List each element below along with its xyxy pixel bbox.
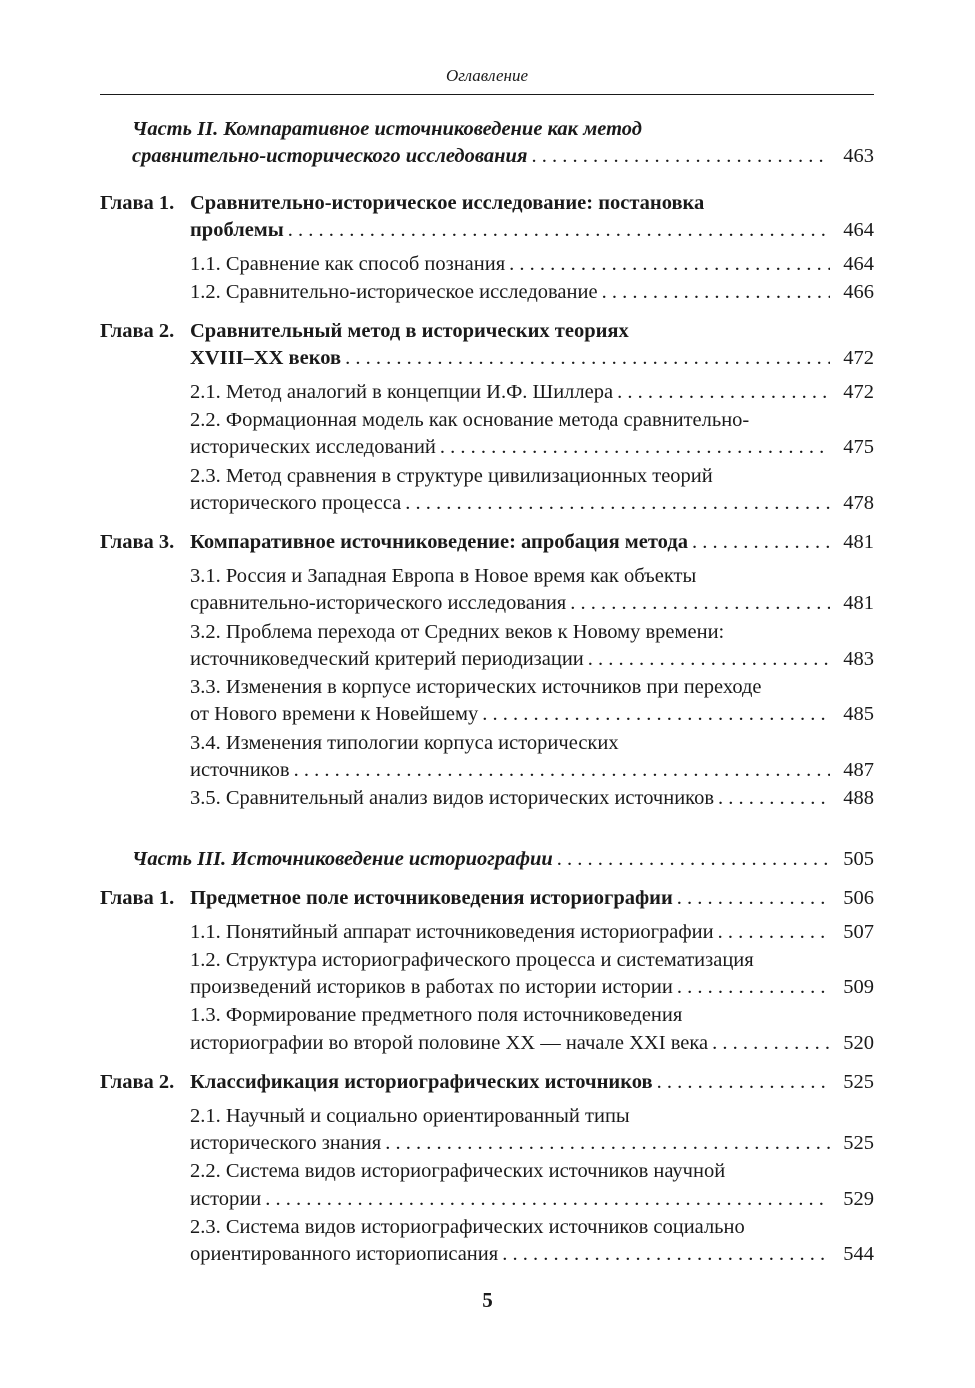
p2c1-s1: 1.1. Сравнение как способ познания . . . 464	[190, 250, 874, 278]
p2c1-s2: 1.2. Сравнительно-историческое исследование . . . 466	[190, 278, 874, 306]
header-rule	[100, 94, 874, 95]
p2c1-title-line2: проблемы . . . 464	[190, 216, 874, 244]
p3c2-s3-line2: ориентированного историописания . . . 544	[190, 1240, 874, 1268]
p3c1-s3-line2: историографии во второй половине XX — начале XXI века . . . 520	[190, 1029, 874, 1057]
p2c3-s1-line2: сравнительно-исторического исследования . . . 481	[190, 589, 874, 617]
p3c2-s2-line2: истории . . . 529	[190, 1185, 874, 1213]
p3c1-s2-line1: 1.2. Структура историографического процесса и систематизация	[190, 949, 754, 971]
p2c2-title-line2: XVIII–XX веков . . . 472	[190, 344, 874, 372]
p3c2-s1-line1: 2.1. Научный и социально ориентированный типы	[190, 1105, 630, 1127]
p2c2-s3-line2: исторического процесса . . . 478	[190, 489, 874, 517]
p3c1-label: Глава 1.	[100, 887, 175, 909]
p2c2-s2-line1: 2.2. Формационная модель как основание метода сравнительно-	[190, 409, 750, 431]
p3c2-label: Глава 2.	[100, 1071, 175, 1093]
part2-title-line1: Часть II. Компаративное источниковедение как метод	[132, 118, 642, 140]
p2c3-label: Глава 3.	[100, 531, 175, 553]
p2c3-s2-line2: источниковедческий критерий периодизации . . . 483	[190, 645, 874, 673]
p2c3-s2-line1: 3.2. Проблема перехода от Средних веков к Новому времени:	[190, 621, 725, 643]
part2-title-line2: сравнительно-исторического исследования . . . 463	[132, 142, 874, 170]
p2c3-s4-line1: 3.4. Изменения типологии корпуса исторических	[190, 732, 619, 754]
p3c1-s2-line2: произведений историков в работах по истории истории . . . 509	[190, 973, 874, 1001]
p3c2-s2-line1: 2.2. Система видов историографических источников научной	[190, 1160, 726, 1182]
p2c1-label: Глава 1.	[100, 192, 175, 214]
p2c2-s1: 2.1. Метод аналогий в концепции И.Ф. Шиллера . . . 472	[190, 378, 874, 406]
p2c3-s4-line2: источников . . . 487	[190, 756, 874, 784]
p3c2-s3-line1: 2.3. Система видов историографических источников социально	[190, 1216, 745, 1238]
p2c3-s3-line1: 3.3. Изменения в корпусе исторических источников при переходе	[190, 676, 762, 698]
p2c3-title: Компаративное источниковедение: апробация метода . . . 481	[190, 528, 874, 556]
p2c1-title-line1: Сравнительно-историческое исследование: постановка	[190, 192, 705, 214]
p3c1-s1: 1.1. Понятийный аппарат источниковедения историографии . . . 507	[190, 918, 874, 946]
p2c2-title-line1: Сравнительный метод в исторических теориях	[190, 320, 629, 342]
part3-title: Часть III. Источниковедение историографии . . . 505	[132, 845, 874, 873]
p3c1-title: Предметное поле источниковедения историографии . . . 506	[190, 884, 874, 912]
p3c1-s3-line1: 1.3. Формирование предметного поля источниковедения	[190, 1004, 683, 1026]
p2c2-label: Глава 2.	[100, 320, 175, 342]
p2c2-s3-line1: 2.3. Метод сравнения в структуре цивилизационных теорий	[190, 465, 713, 487]
page-number: 5	[482, 1288, 493, 1312]
p2c3-s5: 3.5. Сравнительный анализ видов исторических источников . . . 488	[190, 784, 874, 812]
p2c3-s3-line2: от Нового времени к Новейшему . . . 485	[190, 700, 874, 728]
p2c3-s1-line1: 3.1. Россия и Западная Европа в Новое время как объекты	[190, 565, 697, 587]
running-header: Оглавление	[445, 66, 529, 85]
p3c2-s1-line2: исторического знания . . . 525	[190, 1129, 874, 1157]
part2-page: 463	[843, 145, 874, 167]
p3c2-title: Классификация историографических источников . . . 525	[190, 1068, 874, 1096]
p2c2-s2-line2: исторических исследований . . . 475	[190, 433, 874, 461]
